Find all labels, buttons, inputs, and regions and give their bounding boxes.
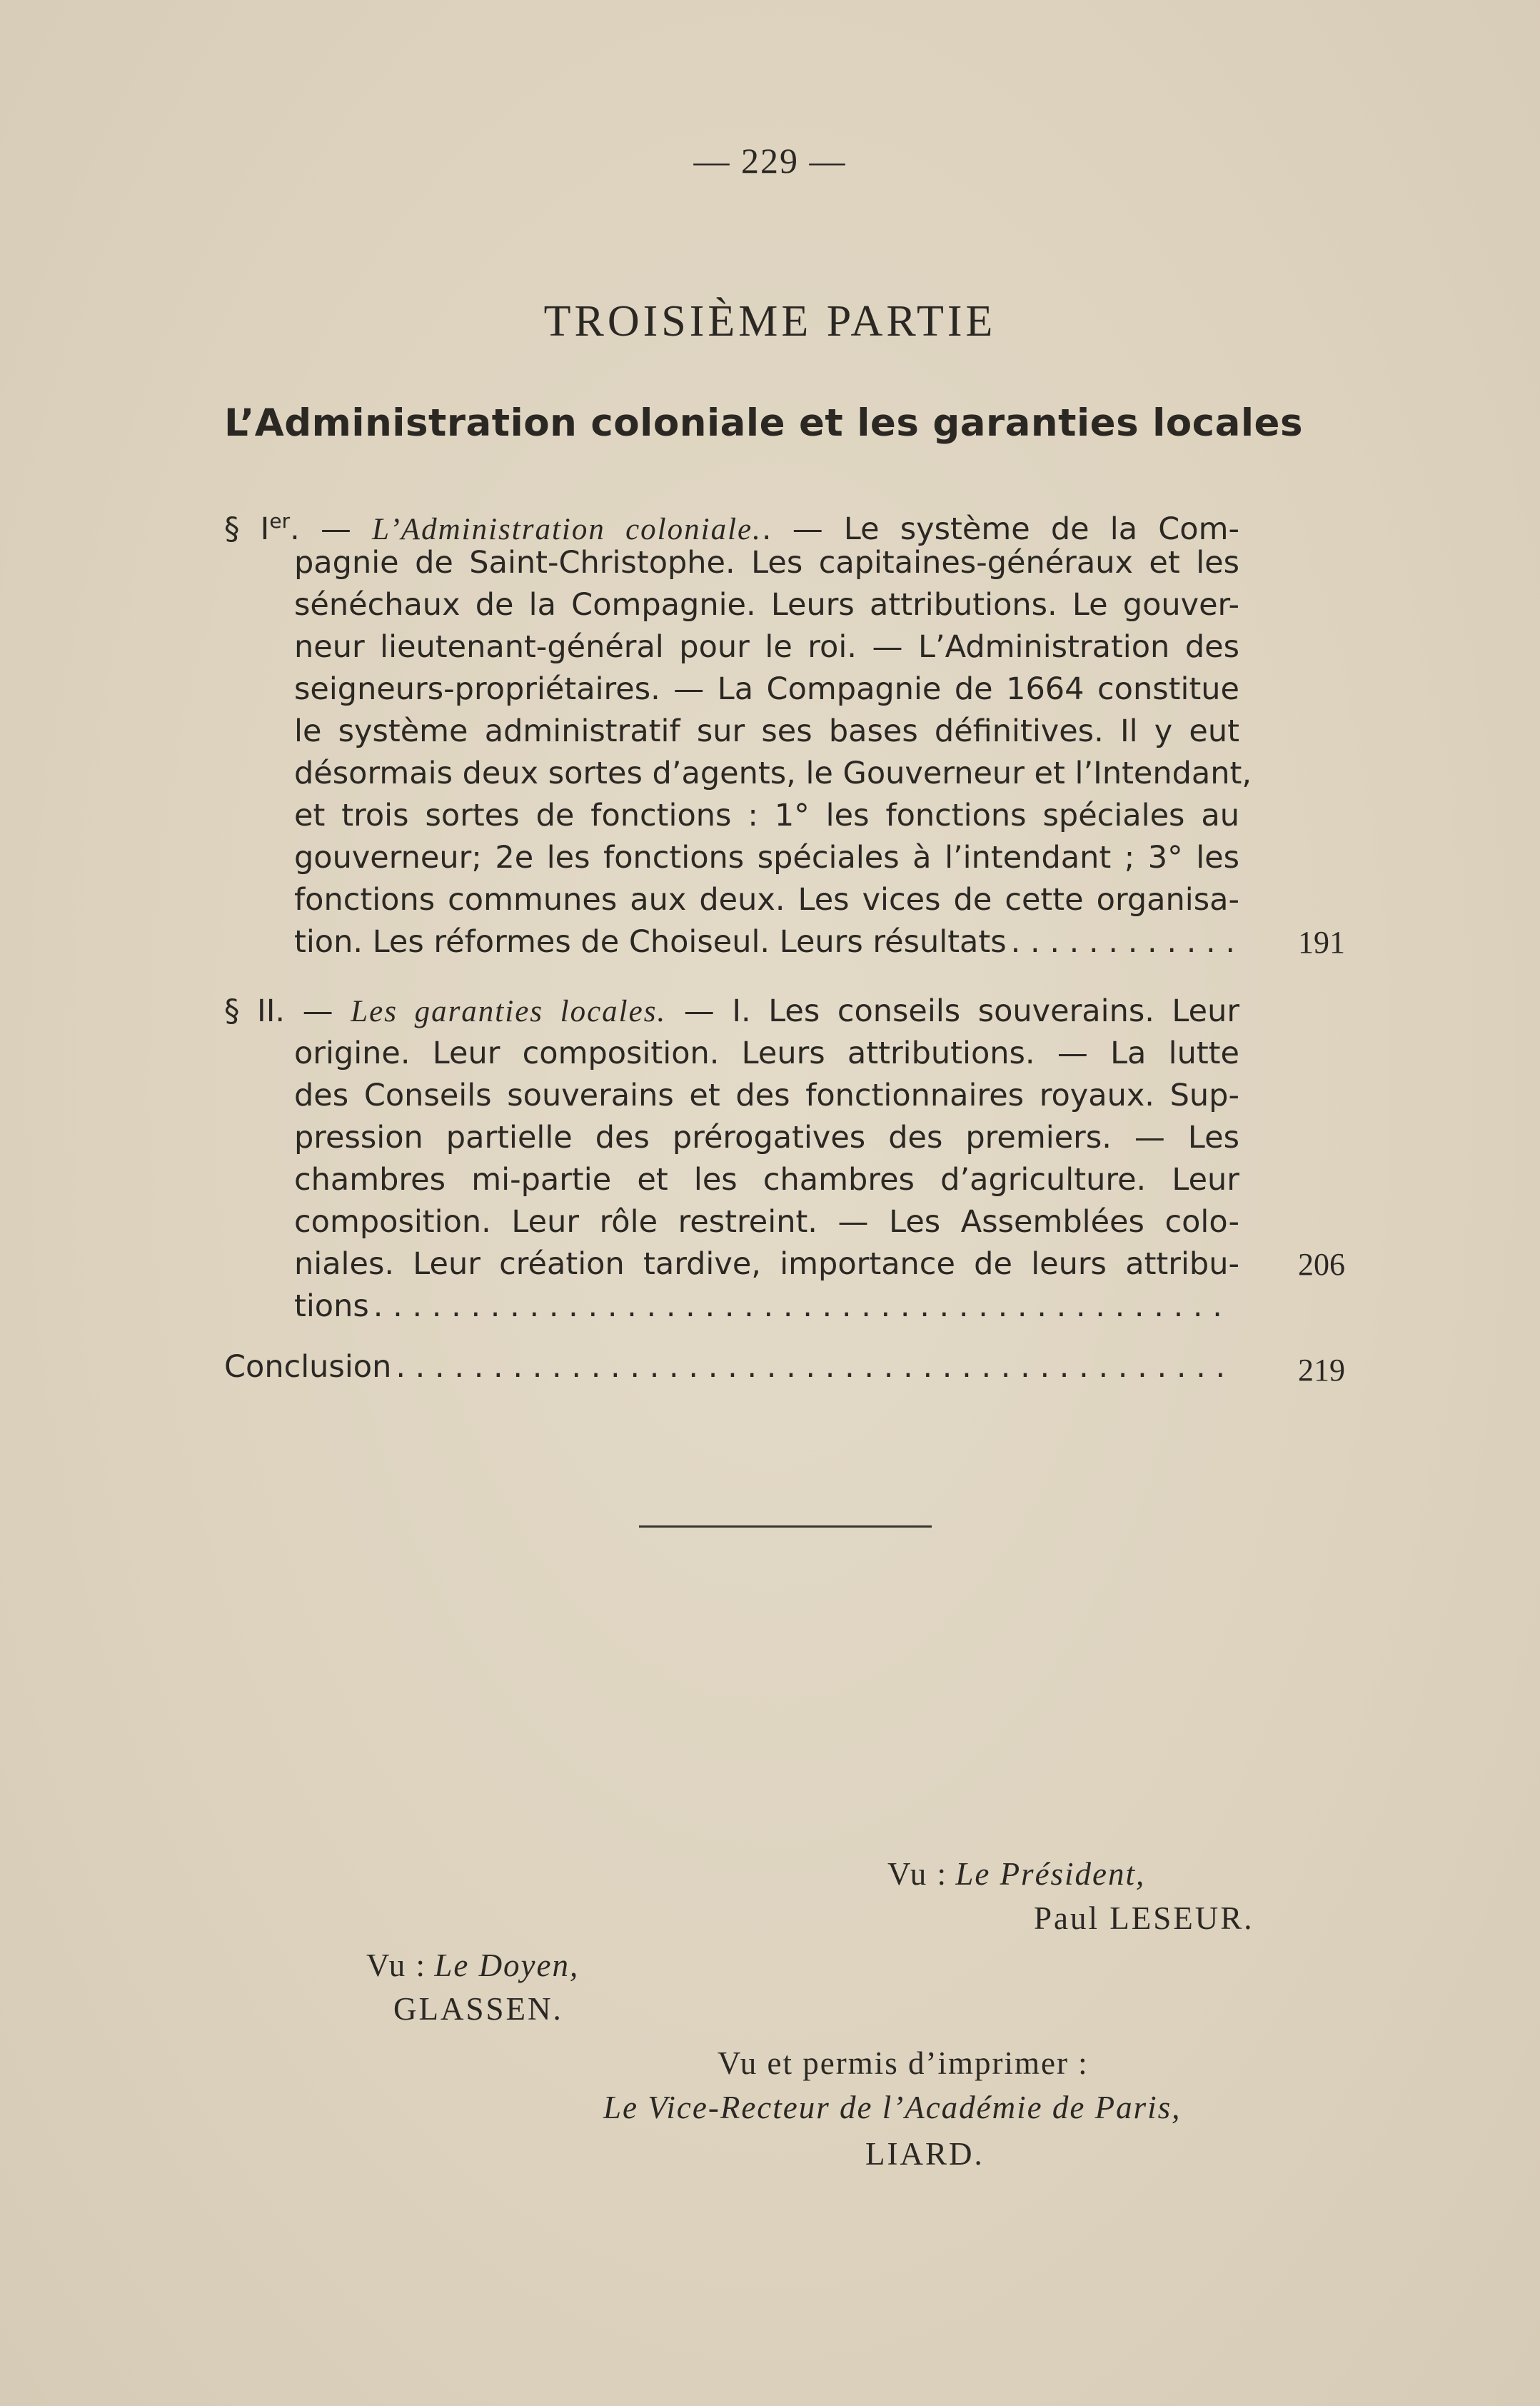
toc-line-last (224, 1346, 1239, 1388)
toc-line: gouverneur; 2e les fonctions spéciales à l’intendant ; 3° les (294, 840, 1239, 876)
section-title: L’Administration coloniale. (372, 513, 762, 546)
toc-line: neur lieutenant-général pour le roi. — L’Administration des (294, 629, 1239, 665)
conclusion-label: Conclusion (224, 1349, 392, 1385)
toc-line: le système administratif sur ses bases définitives. Il y eut (294, 713, 1239, 749)
page-reference: 206 (1298, 1247, 1345, 1282)
imprimatur-role (603, 2089, 1181, 2126)
toc-line: sénéchaux de la Compagnie. Leurs attributions. Le gouver- (294, 587, 1239, 623)
section-marker-sup: er (269, 509, 291, 533)
vu-label: Vu et permis d’imprimer : (718, 2045, 1089, 2081)
signature-doyen-name (393, 1990, 563, 2027)
section-marker: § I (224, 511, 270, 547)
toc-line-text: tions (294, 1288, 369, 1324)
toc-line: seigneurs-propriétaires. — La Compagnie de 1664 constitue (294, 671, 1239, 707)
imprimatur-name (865, 2135, 985, 2172)
toc-line-text: tion. Les réformes de Choiseul. Leurs résultats (294, 924, 1007, 960)
page-reference: 191 (1298, 925, 1345, 960)
toc-line-last (294, 921, 1239, 963)
imprimatur-label (718, 2045, 1089, 2082)
signature-role: Le Doyen, (434, 1948, 580, 1983)
toc-line: pagnie de Saint-Christophe. Les capitaines-généraux et les (294, 545, 1239, 581)
part-title: TROISIÈME PARTIE (543, 297, 997, 346)
signature-name: Paul LESEUR. (1034, 1900, 1254, 1936)
toc-line-text: — I. Les conseils souverains. Leur (683, 993, 1240, 1029)
toc-line: § Ier. — L’Administration coloniale.. — Le système de la Com- (224, 509, 1240, 547)
toc-line: composition. Leur rôle restreint. — Les Assemblées colo- (294, 1204, 1239, 1240)
toc-line: des Conseils souverains et des fonctionnaires royaux. Sup- (294, 1078, 1239, 1113)
toc-line: § II. — Les garanties locales. — I. Les conseils souverains. Leur (224, 993, 1240, 1029)
toc-entry-section-2 (224, 991, 1345, 1324)
vu-label: Vu : (887, 1856, 948, 1892)
toc-line: fonctions communes aux deux. Les vices de cette organisa- (294, 882, 1239, 918)
toc-line: pression partielle des prérogatives des premiers. — Les (294, 1120, 1239, 1156)
signature-president-name (1034, 1900, 1254, 1937)
main-heading: L’Administration coloniale et les garanties locales (224, 401, 1304, 445)
separator-rule (639, 1525, 932, 1528)
toc-line: niales. Leur création tardive, importance de leurs attribu- (294, 1246, 1239, 1282)
signature-name: GLASSEN. (393, 1991, 563, 2027)
section-title: Les garanties locales. (351, 995, 667, 1028)
dot-leader (396, 1346, 1235, 1388)
signature-doyen-approval (366, 1947, 579, 1984)
toc-line: origine. Leur composition. Leurs attributions. — La lutte (294, 1036, 1239, 1071)
toc-entry-section-1 (224, 500, 1345, 964)
toc-line-text: . — Le système de la Com- (761, 511, 1240, 547)
dot-leader (1011, 921, 1235, 963)
page-number: — 229 — (693, 141, 847, 181)
toc-line: et trois sortes de fonctions : 1° les fonctions spéciales au (294, 798, 1239, 833)
vu-label: Vu : (366, 1948, 427, 1983)
signature-role: Le Vice-Recteur de l’Académie de Paris, (603, 2090, 1182, 2125)
signature-role: Le Président, (955, 1856, 1146, 1892)
toc-entry-conclusion (224, 1346, 1345, 1389)
signature-name: LIARD. (865, 2136, 985, 2172)
section-marker: § II. (224, 993, 286, 1029)
toc-line: chambres mi-partie et les chambres d’agriculture. Leur (294, 1162, 1239, 1198)
toc-line: désormais deux sortes d’agents, le Gouverneur et l’Intendant, (294, 756, 1252, 791)
page-reference: 219 (1298, 1353, 1345, 1388)
signature-president-approval (887, 1855, 1145, 1893)
toc-line-last (294, 1285, 1239, 1328)
dot-leader (373, 1285, 1235, 1328)
